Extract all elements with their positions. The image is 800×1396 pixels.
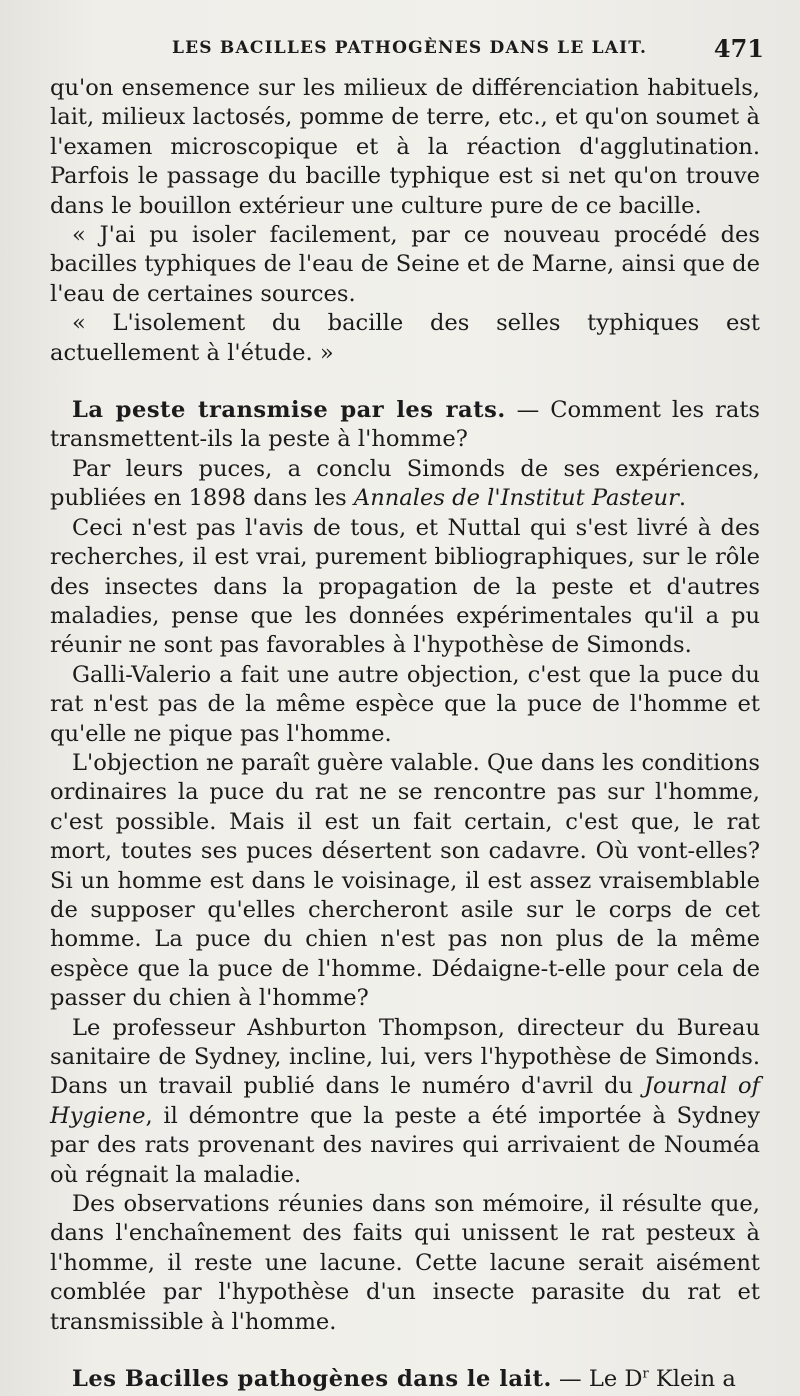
journal-title: Journal of Hygiene (50, 1073, 761, 1129)
section-lead-text: — Comment les rats transmettent-ils la peste à l'homme? (50, 397, 761, 453)
paragraph (50, 455, 760, 514)
section-paragraph-milk (50, 1365, 760, 1394)
text-run: — Le D (551, 1366, 643, 1393)
text-run: . (678, 485, 687, 512)
paragraph: « L'isolement du bacille des selles typhiques est actuellement à l'étude. » (50, 310, 760, 366)
page-header (50, 34, 764, 64)
superscript: r (642, 1366, 649, 1382)
text-run: Par leurs puces, a conclu Simonds de ses expériences, publiées en 1898 dans les (50, 455, 760, 512)
paragraph: L'objection ne paraît guère valable. Que dans les conditions ordinaires la puce du rat ne se rencontre pas sur l'homme, c'est possible. Mais il est un fait certain, c'est que, le rat mort, toutes ses puces désertent son cadavre. Où vont-elles? Si un homme est dans le voisinage, il est assez vraisemblable de supposer qu'elles chercheront asile sur le corps de cet homme. La puce du chien n'est pas non plus de la même espèce que la puce de l'homme. Dédaigne-t-elle pour cela de passer du chien à l'homme? (50, 749, 760, 1012)
section-heading-milk: Les Bacilles pathogènes dans le lait. (72, 1366, 552, 1393)
section-heading-plague: La peste transmise par les rats. (72, 397, 506, 424)
text-run: Le professeur Ashburton Thompson, directeur du Bureau sanitaire de Sydney, incline, lui, vers l'hypothèse de Simonds. Dans un travail publié dans le numéro d'avril du (50, 1014, 760, 1100)
text-run: , il démontre que la peste a été importée à Sydney par des rats provenant des navires qui arrivaient de Nouméa où régnait la maladie. (50, 1102, 760, 1188)
section-paragraph-plague (50, 396, 760, 455)
paragraph: « J'ai pu isoler facilement, par ce nouveau procédé des bacilles typhiques de l'eau de Seine et de Marne, ainsi que de l'eau de certaines sources. (50, 222, 760, 307)
journal-title: Annales de l'Institut Pasteur (353, 485, 679, 512)
paragraph: Ceci n'est pas l'avis de tous, et Nuttal qui s'est livré à des recherches, il est vrai, purement bibliographiques, sur le rôle des insectes dans la propagation de la peste et d'autres maladies, pense que les données expérimentales qu'il a pu réunir ne sont pas favorables à l'hypothèse de Simonds. (50, 514, 760, 659)
paragraph: qu'on ensemence sur les milieux de différenciation habituels, lait, milieux lactosés, pomme de terre, etc., et qu'on soumet à l'examen microscopique et à la réaction d'agglutination. Parfois le passage du bacille typhique est si net qu'on trouve dans le bouillon extérieur une culture pure de ce bacille. (50, 75, 760, 219)
text-run: Klein a (648, 1366, 736, 1393)
body-text (50, 74, 760, 1394)
paragraph: Galli-Valerio a fait une autre objection, c'est que la puce du rat n'est pas de la même espèce que la puce de l'homme et qu'elle ne pique pas l'homme. (50, 661, 760, 747)
page-number: 471 (713, 34, 764, 63)
paragraph: Des observations réunies dans son mémoire, il résulte que, dans l'enchaînement des faits qui unissent le rat pesteux à l'homme, il reste une lacune. Cette lacune serait aisément comblée par l'hypothèse d'un insecte parasite du rat et transmissible à l'homme. (50, 1191, 760, 1335)
paragraph (50, 1014, 760, 1190)
running-title: LES BACILLES PATHOGÈNES DANS LE LAIT. (172, 38, 648, 58)
